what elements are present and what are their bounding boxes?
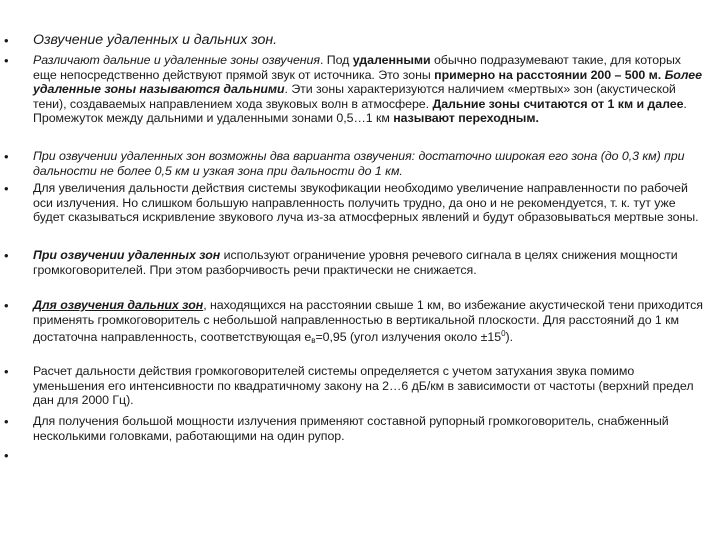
text-segment: Озвучение удаленных и дальних зон.: [33, 32, 278, 48]
text-segment: Для озвучения дальних зон: [33, 298, 204, 312]
text-segment: . Промежуток между дальними и удаленными зонами 0,5…1 км: [33, 96, 687, 126]
text-segment: . Эти зоны характеризуются наличием «мертвых» зон (акустической тени), создаваемых направлением хода звуковых волн в атмосфере.: [33, 82, 676, 111]
text-segment: называют переходным.: [393, 111, 539, 126]
text-segment: удаленными: [352, 53, 431, 67]
text-segment: Более удаленные зоны называются дальними: [33, 67, 702, 97]
text-segment: =0,95 (угол излучения около ±15: [315, 330, 502, 345]
text-segment: , находящихся на расстоянии свыше 1 км, во избежание акустической тени приходится применять громкоговоритель с небольшой направленностью в вертикальной плоскости. Для расстояний до 1 км достаточна направленность, соответствующая е: [33, 298, 703, 345]
paragraph-directivity: [33, 181, 705, 225]
paragraph-remote-variants: [33, 149, 705, 178]
paragraph-horn-speaker: [33, 414, 705, 443]
paragraph-far-zones: [33, 298, 705, 349]
paragraph-zones-definition: [33, 53, 705, 126]
bullet-marker: •: [4, 414, 9, 429]
text-segment: ).: [505, 330, 513, 345]
bullet-marker: •: [4, 248, 9, 263]
text-segment: При озвучении удаленных зон: [33, 248, 221, 262]
text-segment: Расчет дальности действия громкоговорителей системы определяется с учетом затухания звука помимо уменьшения его интенсивности по квадратичному закону на 2…6 дБ/км в зависимости от частоты (верхний предел дан для 2000 Гц).: [33, 364, 694, 408]
bullet-marker: •: [4, 181, 9, 196]
text-segment: 0: [501, 329, 506, 339]
text-segment: При озвучении удаленных зон возможны два варианта озвучения: достаточно широкая его зона (до 0,3 км) при дальности не более 0,5 км и узкая зона при дальности до 1 км.: [33, 149, 685, 178]
bullet-marker: •: [4, 298, 9, 313]
text-segment: в: [311, 336, 316, 346]
text-segment: . Под: [319, 53, 353, 67]
text-segment: используют ограничение уровня речевого сигнала в целях снижения мощности громкоговорителей. При этом разборчивость речи практически не снижается.: [33, 248, 678, 277]
text-segment: Для увеличения дальности действия системы звукофикации необходимо увеличение направленности по рабочей оси излучения. Но слишком большую направленность получить трудно, да оно и не рекомендуется, т. к. тут уже будет сказываться искривление звукового луча из-за атмосферных явлений и будут образовываться мертвые зоны.: [33, 181, 699, 225]
text-segment: примерно на расстоянии 200 – 500 м.: [434, 67, 662, 82]
text-segment: Для получения большой мощности излучения применяют составной рупорный громкоговоритель, снабженный несколькими головками, работающими на один рупор.: [33, 414, 669, 443]
paragraph-range-calculation: [33, 364, 705, 408]
bullet-marker: •: [4, 33, 9, 48]
bullet-marker: •: [4, 364, 9, 379]
bullet-marker: •: [4, 149, 9, 164]
text-segment: обычно подразумевают такие, для которых еще непосредственно действуют прямой звук от источника. Это зоны: [33, 53, 681, 82]
bullet-marker: •: [4, 448, 9, 463]
text-segment: Дальние зоны считаются от 1 км и далее: [432, 96, 684, 111]
slide-heading: [33, 32, 705, 49]
bullet-marker: •: [4, 53, 9, 68]
text-segment: Различают дальние и удаленные зоны озвучения: [33, 53, 320, 67]
paragraph-signal-limiting: [33, 248, 705, 277]
